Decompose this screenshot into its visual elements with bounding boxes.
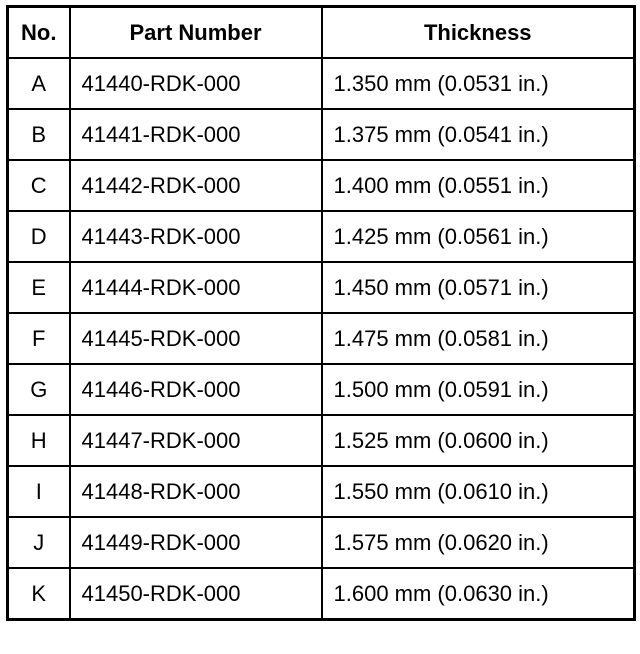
cell-part-number: 41440-RDK-000	[70, 58, 322, 109]
cell-part-number: 41445-RDK-000	[70, 313, 322, 364]
shim-thickness-table	[6, 5, 636, 621]
cell-no: K	[8, 568, 70, 620]
header-part-number: Part Number	[70, 7, 322, 59]
cell-no: G	[8, 364, 70, 415]
cell-thickness: 1.450 mm (0.0571 in.)	[322, 262, 635, 313]
cell-thickness: 1.575 mm (0.0620 in.)	[322, 517, 635, 568]
cell-no: J	[8, 517, 70, 568]
cell-part-number: 41444-RDK-000	[70, 262, 322, 313]
cell-no: F	[8, 313, 70, 364]
table-row	[8, 313, 635, 364]
table-row	[8, 58, 635, 109]
cell-thickness: 1.350 mm (0.0531 in.)	[322, 58, 635, 109]
cell-part-number: 41443-RDK-000	[70, 211, 322, 262]
table-row	[8, 517, 635, 568]
header-row	[8, 7, 635, 59]
cell-thickness: 1.525 mm (0.0600 in.)	[322, 415, 635, 466]
table-row	[8, 262, 635, 313]
cell-no: I	[8, 466, 70, 517]
cell-thickness: 1.375 mm (0.0541 in.)	[322, 109, 635, 160]
table-row	[8, 160, 635, 211]
cell-no: H	[8, 415, 70, 466]
header-thickness: Thickness	[322, 7, 635, 59]
cell-part-number: 41449-RDK-000	[70, 517, 322, 568]
cell-thickness: 1.400 mm (0.0551 in.)	[322, 160, 635, 211]
header-no: No.	[8, 7, 70, 59]
cell-no: B	[8, 109, 70, 160]
table-row	[8, 466, 635, 517]
cell-part-number: 41442-RDK-000	[70, 160, 322, 211]
cell-no: D	[8, 211, 70, 262]
cell-thickness: 1.600 mm (0.0630 in.)	[322, 568, 635, 620]
cell-no: A	[8, 58, 70, 109]
cell-thickness: 1.500 mm (0.0591 in.)	[322, 364, 635, 415]
table-row	[8, 415, 635, 466]
table-header	[8, 7, 635, 59]
cell-thickness: 1.550 mm (0.0610 in.)	[322, 466, 635, 517]
table-body	[8, 58, 635, 620]
cell-part-number: 41450-RDK-000	[70, 568, 322, 620]
table-row	[8, 568, 635, 620]
cell-part-number: 41441-RDK-000	[70, 109, 322, 160]
cell-part-number: 41448-RDK-000	[70, 466, 322, 517]
cell-no: E	[8, 262, 70, 313]
table-row	[8, 364, 635, 415]
table-row	[8, 109, 635, 160]
cell-thickness: 1.475 mm (0.0581 in.)	[322, 313, 635, 364]
cell-part-number: 41447-RDK-000	[70, 415, 322, 466]
table-row	[8, 211, 635, 262]
cell-no: C	[8, 160, 70, 211]
cell-part-number: 41446-RDK-000	[70, 364, 322, 415]
cell-thickness: 1.425 mm (0.0561 in.)	[322, 211, 635, 262]
